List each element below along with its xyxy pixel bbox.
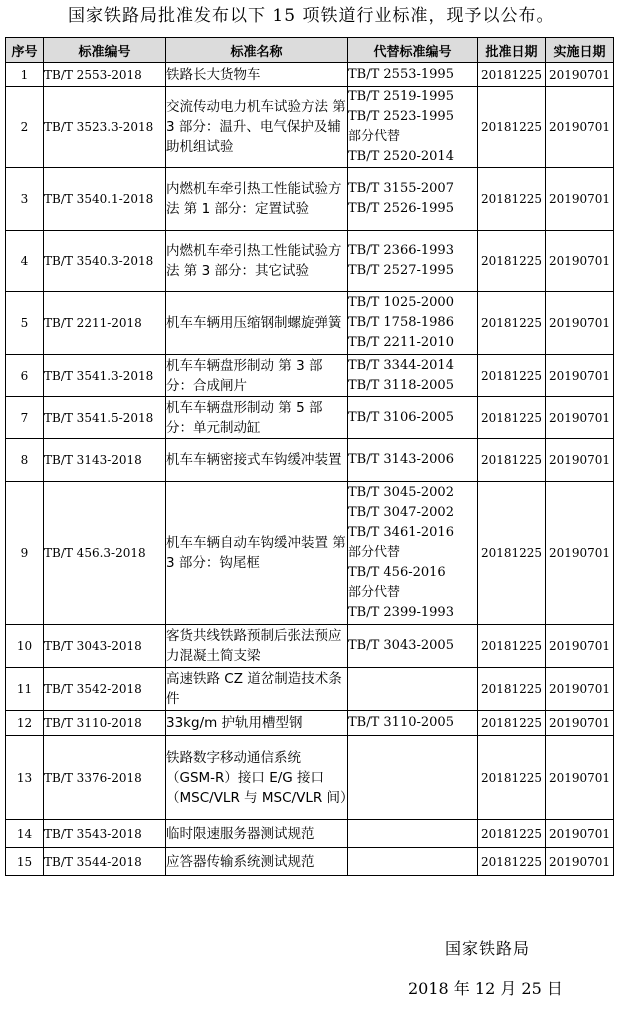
sign-date: 2018 年 12 月 25 日 (408, 979, 563, 998)
table-row (6, 439, 614, 482)
table-row (6, 355, 614, 397)
replaces-line: TB/T 3106-2005 (348, 409, 454, 425)
row-name: 客货共线铁路预制后张法预应力混凝土简支梁 (166, 625, 348, 668)
row-code: TB/T 3523.3-2018 (44, 87, 166, 168)
row-effective-date: 20190701 (546, 482, 614, 625)
row-effective-date: 20190701 (546, 625, 614, 668)
row-seq: 2 (6, 87, 44, 168)
row-code: TB/T 3540.3-2018 (44, 231, 166, 292)
row-name: 机车车辆自动车钩缓冲装置 第 3 部分：钩尾框 (166, 482, 348, 625)
row-effective-date: 20190701 (546, 711, 614, 736)
replaces-line: TB/T 3461-2016 (348, 525, 454, 540)
replaces-line: TB/T 2211-2010 (348, 335, 454, 350)
table-row (6, 668, 614, 711)
table-row (6, 711, 614, 736)
row-effective-date: 20190701 (546, 355, 614, 397)
replaces-line: TB/T 3344-2014 (348, 357, 454, 373)
row-replaces (348, 292, 478, 355)
row-code: TB/T 3544-2018 (44, 848, 166, 876)
row-approval-date: 20181225 (478, 736, 546, 820)
table-row (6, 820, 614, 848)
row-name: 33kg/m 护轨用槽型钢 (166, 711, 348, 736)
standards-table (5, 37, 614, 876)
row-replaces (348, 625, 478, 668)
header-replaces: 代替标准编号 (348, 38, 478, 63)
replaces-line: TB/T 2526-1995 (348, 201, 454, 216)
row-approval-date: 20181225 (478, 711, 546, 736)
replaces-line: TB/T 2399-1993 (348, 605, 454, 620)
table-row (6, 736, 614, 820)
table-row (6, 63, 614, 87)
row-name: 临时限速服务器测试规范 (166, 820, 348, 848)
replaces-line: TB/T 3118-2005 (348, 377, 454, 393)
replaces-line: 部分代替 (348, 129, 401, 144)
row-replaces (348, 482, 478, 625)
row-code: TB/T 456.3-2018 (44, 482, 166, 625)
row-effective-date: 20190701 (546, 87, 614, 168)
table-row (6, 87, 614, 168)
row-name: 高速铁路 CZ 道岔制造技术条件 (166, 668, 348, 711)
row-code: TB/T 3376-2018 (44, 736, 166, 820)
table-row (6, 397, 614, 439)
replaces-line: TB/T 2523-1995 (348, 109, 454, 124)
table-header-row (6, 38, 614, 63)
row-approval-date: 20181225 (478, 439, 546, 482)
row-approval-date: 20181225 (478, 482, 546, 625)
row-replaces (348, 848, 478, 876)
header-name: 标准名称 (166, 38, 348, 63)
row-seq: 12 (6, 711, 44, 736)
row-seq: 13 (6, 736, 44, 820)
row-seq: 15 (6, 848, 44, 876)
row-seq: 3 (6, 168, 44, 231)
row-effective-date: 20190701 (546, 63, 614, 87)
row-effective-date: 20190701 (546, 820, 614, 848)
row-replaces (348, 168, 478, 231)
row-effective-date: 20190701 (546, 292, 614, 355)
row-name: 内燃机车牵引热工性能试验方法 第 3 部分：其它试验 (166, 231, 348, 292)
row-effective-date: 20190701 (546, 736, 614, 820)
row-code: TB/T 2553-2018 (44, 63, 166, 87)
row-replaces (348, 820, 478, 848)
row-approval-date: 20181225 (478, 668, 546, 711)
row-seq: 10 (6, 625, 44, 668)
table-row (6, 168, 614, 231)
replaces-line: TB/T 3045-2002 (348, 485, 454, 500)
replaces-line: TB/T 1758-1986 (348, 315, 454, 330)
row-code: TB/T 3541.3-2018 (44, 355, 166, 397)
table-row (6, 231, 614, 292)
row-seq: 6 (6, 355, 44, 397)
replaces-line: TB/T 3143-2006 (348, 452, 454, 467)
row-effective-date: 20190701 (546, 848, 614, 876)
row-effective-date: 20190701 (546, 668, 614, 711)
row-name: 机车车辆密接式车钩缓冲装置 (166, 439, 348, 482)
row-replaces (348, 439, 478, 482)
row-approval-date: 20181225 (478, 292, 546, 355)
row-name: 铁路长大货物车 (166, 63, 348, 87)
replaces-line: TB/T 2366-1993 (348, 243, 454, 258)
row-replaces (348, 355, 478, 397)
row-replaces (348, 711, 478, 736)
row-approval-date: 20181225 (478, 63, 546, 87)
row-seq: 8 (6, 439, 44, 482)
row-approval-date: 20181225 (478, 820, 546, 848)
row-seq: 4 (6, 231, 44, 292)
table-row (6, 625, 614, 668)
row-name: 机车车辆盘形制动 第 5 部分：单元制动缸 (166, 397, 348, 439)
header-seq: 序号 (6, 38, 44, 63)
announcement-intro: 国家铁路局批准发布以下 15 项铁道行业标准，现予以公布。 (68, 6, 555, 26)
row-seq: 7 (6, 397, 44, 439)
replaces-line: TB/T 1025-2000 (348, 295, 454, 310)
row-approval-date: 20181225 (478, 231, 546, 292)
row-code: TB/T 3110-2018 (44, 711, 166, 736)
table-row (6, 292, 614, 355)
row-replaces (348, 63, 478, 87)
row-approval-date: 20181225 (478, 848, 546, 876)
row-seq: 11 (6, 668, 44, 711)
header-effective-date: 实施日期 (546, 38, 614, 63)
row-replaces (348, 87, 478, 168)
row-seq: 5 (6, 292, 44, 355)
row-name: 铁路数字移动通信系统（GSM-R）接口 E/G 接口（MSC/VLR 与 MSC/VLR 间） (166, 736, 348, 820)
issuer: 国家铁路局 (445, 939, 531, 958)
row-seq: 9 (6, 482, 44, 625)
row-code: TB/T 3540.1-2018 (44, 168, 166, 231)
row-effective-date: 20190701 (546, 168, 614, 231)
replaces-line: TB/T 456-2016 (348, 565, 446, 580)
row-code: TB/T 3541.5-2018 (44, 397, 166, 439)
row-name: 应答器传输系统测试规范 (166, 848, 348, 876)
replaces-line: 部分代替 (348, 545, 401, 560)
table-row (6, 482, 614, 625)
replaces-line: TB/T 3043-2005 (348, 638, 454, 653)
replaces-line: TB/T 3047-2002 (348, 505, 454, 520)
row-name: 机车车辆盘形制动 第 3 部分：合成闸片 (166, 355, 348, 397)
row-name: 内燃机车牵引热工性能试验方法 第 1 部分：定置试验 (166, 168, 348, 231)
row-approval-date: 20181225 (478, 397, 546, 439)
replaces-line: TB/T 2519-1995 (348, 89, 454, 104)
replaces-line: TB/T 3110-2005 (348, 715, 454, 730)
replaces-line: TB/T 2553-1995 (348, 66, 454, 82)
row-replaces (348, 231, 478, 292)
row-name: 机车车辆用压缩钢制螺旋弹簧 (166, 292, 348, 355)
row-replaces (348, 668, 478, 711)
row-approval-date: 20181225 (478, 168, 546, 231)
header-approval-date: 批准日期 (478, 38, 546, 63)
replaces-line: TB/T 2520-2014 (348, 149, 454, 164)
row-code: TB/T 3542-2018 (44, 668, 166, 711)
row-approval-date: 20181225 (478, 625, 546, 668)
row-approval-date: 20181225 (478, 355, 546, 397)
row-effective-date: 20190701 (546, 397, 614, 439)
row-effective-date: 20190701 (546, 231, 614, 292)
row-code: TB/T 3043-2018 (44, 625, 166, 668)
row-replaces (348, 397, 478, 439)
row-replaces (348, 736, 478, 820)
row-code: TB/T 2211-2018 (44, 292, 166, 355)
row-approval-date: 20181225 (478, 87, 546, 168)
row-code: TB/T 3143-2018 (44, 439, 166, 482)
header-code: 标准编号 (44, 38, 166, 63)
row-seq: 1 (6, 63, 44, 87)
replaces-line: TB/T 3155-2007 (348, 181, 454, 196)
replaces-line: 部分代替 (348, 585, 401, 600)
table-row (6, 848, 614, 876)
row-name: 交流传动电力机车试验方法 第 3 部分：温升、电气保护及辅助机组试验 (166, 87, 348, 168)
row-effective-date: 20190701 (546, 439, 614, 482)
replaces-line: TB/T 2527-1995 (348, 263, 454, 278)
row-seq: 14 (6, 820, 44, 848)
row-code: TB/T 3543-2018 (44, 820, 166, 848)
